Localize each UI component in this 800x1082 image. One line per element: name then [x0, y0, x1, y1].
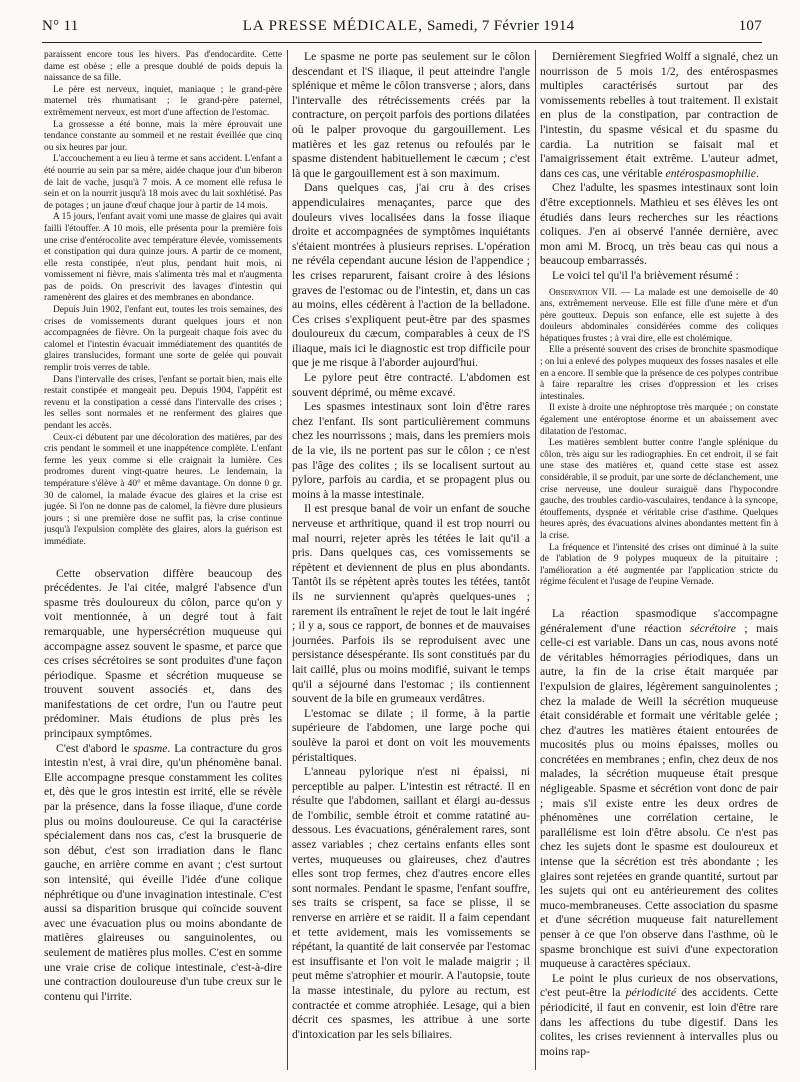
paragraph: Dans l'intervalle des crises, l'enfant se portait bien, mais elle restait constipée et mangeait peu. Depuis 1904, l'appétit est revenu et la constipation a cessé dans l'intervalle des crises ; les selles sont normales et ne renferment des glaires que pendant les accès. [44, 374, 282, 431]
column-3 [540, 50, 778, 1072]
paragraph: La fréquence et l'intensité des crises ont diminué à la suite de l'ablation de 9 polypes muqueux de la pituitaire ; l'amélioration a été augmentée par l'application stricte du régime féculent et l'usage de l'eupine Vernade. [540, 542, 778, 588]
body-text [44, 567, 282, 1005]
paragraph: C'est d'abord le spasme. La contracture du gros intestin n'est, à vrai dire, qu'un phénomène banal. Elle accompagne presque constamment les colites et, dès que le gros intestin est irrité, elle se révèle par la présence, dans la fosse iliaque, d'une corde plus ou moins douloureuse. Ce qui la caractérise spécialement dans nos cas, c'est la brusquerie de son début, c'est son irradiation dans le flanc gauche, en arrière comme en avant ; c'est surtout son intensité, qui éveille l'idée d'une colique néphrétique ou d'une invagination intestinale. C'est aussi sa disparition brusque qui coïncide souvent avec une évacuation plus ou moins abondante de matières glaireuses ou sanguinolentes, ou seulement de matières plus molles. C'est en somme une vraie crise de colique intestinale, c'est-à-dire une contraction douloureuse d'un tube creux sur le contenu qui l'irrite. [44, 741, 282, 1003]
paragraph: Observation VII. — La malade est une demoiselle de 40 ans, extrêmement nerveuse. Elle est fille d'une mère et d'un père goutteux. Depuis son enfance, elle est sujette à des douleurs abdominales considérées comme des coliques hépatiques frustes ; à vrai dire, elle est cholémique. [540, 287, 778, 344]
paragraph: Il est presque banal de voir un enfant de souche nerveuse et arthritique, quand il est trop nourri ou mal nourri, rejeter après les tétées le lait qu'il a pris. Dans quelques cas, ces vomissements se répètent et deviennent de plus en plus abondants. Tantôt ils se répètent après toutes les tétées, tantôt ils ne surviennent qu'après quelques-unes ; rarement ils entraînent le rejet de tout le lait ingéré ; il y a, sous ce rapport, de bonnes et de mauvaises journées. Parfois ils se reproduisent avec une persistance désespérante. Ils sont constitués par du lait caillé, plus ou moins modifié, suivant le temps qu'il a séjourné dans l'estomac ; ils contiennent souvent de la bile en grumeaux verdâtres. [292, 502, 530, 706]
paragraph: Le spasme ne porte pas seulement sur le côlon descendant et l'S iliaque, il peut atteindre l'angle splénique et même le côlon transverse ; alors, dans l'intervalle des rétrécissements créés par la contracture, on perçoit parfois des portions dilatées où le palper provoque du gargouillement. Les matières et les gaz retenus ou refoulés par le spasme distendent habituellement le cæcum ; c'est là que le gargouillement est à son maximum. [292, 50, 530, 180]
paragraph: Les matières semblent butter contre l'angle splénique du côlon, très aigu sur les radiographies. En cet endroit, il se fait une stase des matières et, quand cette stase est assez considérable, il se produit, par une sorte de déclanchement, une crise nerveuse, une douleur suraiguë dans l'hypocondre gauche, des troubles cardio-vasculaires, tendance à la syncope, étouffements, dyspnée et véritable crise d'asthme. Quelques heures après, des évacuations alvines abondantes mettent fin à la crise. [540, 438, 778, 541]
paragraph: L'accouchement a eu lieu à terme et sans accident. L'enfant a été nourrie au sein par sa mère, aidée chaque jour d'un biberon de lait de vache, jusqu'à 7 mois. A ce moment elle refusa le sein et on la nourrit jusqu'à 18 mois avec du lait soxhlétisé. Pas de potages ; un jaune d'œuf chaque jour à partir de 14 mois. [44, 154, 282, 211]
header-rule [42, 42, 762, 43]
paragraph: paraissent encore tous les hivers. Pas d'endocardite. Cette dame est obèse ; elle a presque doublé de poids depuis la naissance de sa fille. [44, 50, 282, 84]
paragraph: La réaction spasmodique s'accompagne généralement d'une réaction sécrétoire ; mais celle-ci est variable. Dans un cas, nous avons noté de véritables hémorragies périodiques, dans un autre, la fin de la crise était marquée par l'expulsion de glaires, légèrement sanguinolentes ; chez la malade de Weill la sécrétion muqueuse était considérable et formait une véritable gelée ; chez d'autres les matières étaient entourées de mucosités plus ou moins épaisses, molles ou concrétées en membranes ; enfin, chez deux de nos malades, la sécrétion muqueuse était presque négligeable. Spasme et sécrétion vont donc de pair ; mais s'il existe entre les deux ordres de phénomènes une corrélation certaine, le parallélisme est loin d'être absolu. Ce n'est pas chez les sujets dont le spasme est douloureux et intense que la sécrétion est très abondante ; les glaires sont rejetées en grande quantité, surtout par les sujets qui ont eu antérieurement des colites muco-membraneuses. Cette association du spasme et d'une sécrétion muqueuse fait naturellement penser à ce que l'on observe dans l'asthme, où le spasme bronchique est suivi d'une expectoration muqueuse à caractères spéciaux. [540, 606, 778, 971]
column-1 [44, 50, 282, 1072]
journal-name: LA PRESSE MÉDICALE, [242, 18, 423, 34]
case-report-continued [44, 50, 282, 549]
paragraph: Le voici tel qu'il l'a brièvement résumé : [552, 268, 739, 282]
column-divider [535, 50, 536, 1070]
paragraph: La grossesse a été bonne, mais la mère éprouvait une tendance constante au sommeil et ne restait éveillée que cinq ou six heures par jour. [44, 119, 282, 153]
paragraph: Dernièrement Siegfried Wolff a signalé, chez un nourrisson de 5 mois 1/2, des entérospasmes multiples caractérisés surtout par des vomissements rebelles à tout traitement. Il existait en plus de la constipation, par contraction de l'intestin, du spasme vésical et du spasme du cardia. La nutrition se faisait mal et l'amaigrissement était extrême. L'auteur admet, dans ces cas, une véritable entérospasmophilie. [540, 50, 778, 180]
paragraph: Elle a présenté souvent des crises de bronchite spasmodique ; on lui a enlevé des polypes muqueux des fosses nasales et elle en a encore. Il semble que la présence de ces polypes contribue à faire reparaître les crises d'oppression et les crises intestinales. [540, 345, 778, 402]
spacer [540, 589, 778, 607]
paragraph: Le père est nerveux, inquiet, maniaque ; le grand-père maternel très rhumatisant ; le grand-père paternel, extrêmement nerveux, est mort d'une affection de l'estomac. [44, 84, 282, 118]
paragraph: Cette observation diffère beaucoup des précédentes. Je l'ai citée, malgré l'absence d'un spasme très douloureux du côlon, parce qu'on y voit mentionnée, à un degré tout à fait remarquable, une hypersécrétion muqueuse qui accompagne assez souvent le spasme, et parce que ces crises sécrétoires se sont produites d'une façon périodique. Spasme et sécrétion muqueuse se trouvent souvent associés et, dans des manifestations de cet ordre, l'un ou l'autre peut prédominer. Mais étudions de plus près les principaux symptômes. [44, 566, 282, 741]
paragraph: Les spasmes intestinaux sont loin d'être rares chez l'enfant. Ils sont particulièrement communs chez les nourrissons ; mais, dans les premiers mois de la vie, ils ne portent pas sur le côlon ; ce n'est pas l'âge des colites ; ils se localisent surtout au pylore, parfois au cardia, et se propagent plus ou moins à la masse intestinale. [292, 400, 530, 501]
paragraph: Depuis Juin 1902, l'enfant eut, toutes les trois semaines, des crises de vomissements durant quelques jours et non accompagnées de fièvre. On la purgeait chaque fois avec du calomel et l'intestin évacuait immédiatement des quantités de glaires translucides, formant une sorte de gelée qui pouvait remplir trois verres de table. [44, 305, 282, 374]
paragraph: A 15 jours, l'enfant avait vomi une masse de glaires qui avait failli l'étouffer. A 10 mois, elle présenta pour la première fois une crise d'entérocolite avec température élevée, vomissements et constipation qui dura quinze jours. A partir de ce moment, elle resta constipée, n'eut plus, pendant huit mois, ni vomissement ni fièvre, mais s'alimenta très mal et n'augmenta pas de poids. On prescrivit des lavages d'intestin qui ramenèrent des glaires et des membranes en abondance. [44, 212, 282, 304]
paragraph: Ceux-ci débutent par une décoloration des matières, par des cris pendant le sommeil et une inappétence complète. L'enfant ferme les yeux comme si elle craignait la lumière. Ces prodromes durent vingt-quatre heures. Le lendemain, la température s'élève à 40° et même davantage. On donne 0 gr. 30 de calomel, la malade évacue des glaires et la crise est jugée. Si l'on ne donne pas de calomel, la fièvre dure plusieurs jours ; si une première dose ne suffit pas, la crise continue jusqu'à l'expulsion complète des glaires, alors la guérison est immédiate. [44, 432, 282, 547]
column-divider [287, 50, 288, 1070]
observation-vii [540, 288, 778, 589]
paragraph: L'anneau pylorique n'est ni épaissi, ni perceptible au palper. L'intestin est rétracté. Il en résulte que l'abdomen, saillant et élargi au-dessus de l'ombilic, semble étroit et comme ratatiné au-dessous. Les évacuations, généralement rares, sont assez variables ; chez certains enfants elles sont vertes, muqueuses ou glaireuses, chez d'autres elles sont trop fermes, chez d'autres encore elles sont normales. Pendant le spasme, l'enfant souffre, ses traits se crispent, sa face se plisse, il se renverse en arrière et se raidit. Il a faim cependant et tette avidement, mais les vomissements se répétant, la quantité de lait conservée par l'estomac est insuffisante et l'on voit le malade maigrir ; il peut même s'atrophier et mourir. A l'autopsie, toute la masse intestinale, du pylore au rectum, est contractée et comme atrophiée. Lesage, qui a bien décrit ces spasmes, les attribue à une sorte d'intoxication par les sels biliaires. [292, 765, 530, 1041]
running-title [243, 18, 575, 35]
column-2 [292, 50, 530, 1072]
issue-date: Samedi, 7 Février 1914 [427, 18, 575, 34]
paragraph: Il existe à droite une néphroptose très marquée ; on constate également une entéroptose énorme et un abaissement avec dilatation de l'estomac. [540, 403, 778, 437]
paragraph: L'estomac se dilate ; il forme, à la partie supérieure de l'abdomen, une large poche qui soulève la paroi et dont on voit les mouvements péristaltiques. [292, 706, 530, 764]
issue-number: N° 11 [42, 18, 79, 34]
observation-heading: Observation VII. [549, 287, 618, 298]
paragraph: Chez l'adulte, les spasmes intestinaux sont loin d'être exceptionnels. Mathieu et ses élèves les ont étudiés dans leurs recherches sur les réactions coliques. J'en ai observé l'année dernière, avec mon ami M. Brocq, un très beau cas qui nous a beaucoup embarrassés. [540, 181, 778, 268]
page-number: 107 [738, 18, 762, 34]
paragraph: Dans quelques cas, j'ai cru à des crises appendiculaires menaçantes, parce que des douleurs vives localisées dans la fosse iliaque droite et accompagnées de symptômes inquiétants s'étaient montrées à plusieurs reprises. L'opération ne révéla cependant aucune lésion de l'appendice ; les crises reparurent, faisant croire à des lésions graves de l'estomac ou de l'intestin, et, dans un cas au moins, elles cédèrent à l'action de la belladone. Ces crises s'expliquent peut-être par des spasmes douloureux du cæcum, comparables à ceux de l'S iliaque, mais ici le diagnostic est trop difficile pour que je me risque à l'aborder aujourd'hui. [292, 181, 530, 370]
paragraph: Le point le plus curieux de nos observations, c'est peut-être la périodicité des accidents. Cette périodicité, il faut en convenir, est loin d'être rare dans les affections du tube digestif. Dans les colites, les crises reviennent à intervalles plus ou moins rap- [540, 971, 778, 1058]
paragraph: Le pylore peut être contracté. L'abdomen est souvent déprimé, ou même excavé. [292, 371, 530, 399]
page-header [42, 18, 762, 40]
spacer [44, 549, 282, 567]
